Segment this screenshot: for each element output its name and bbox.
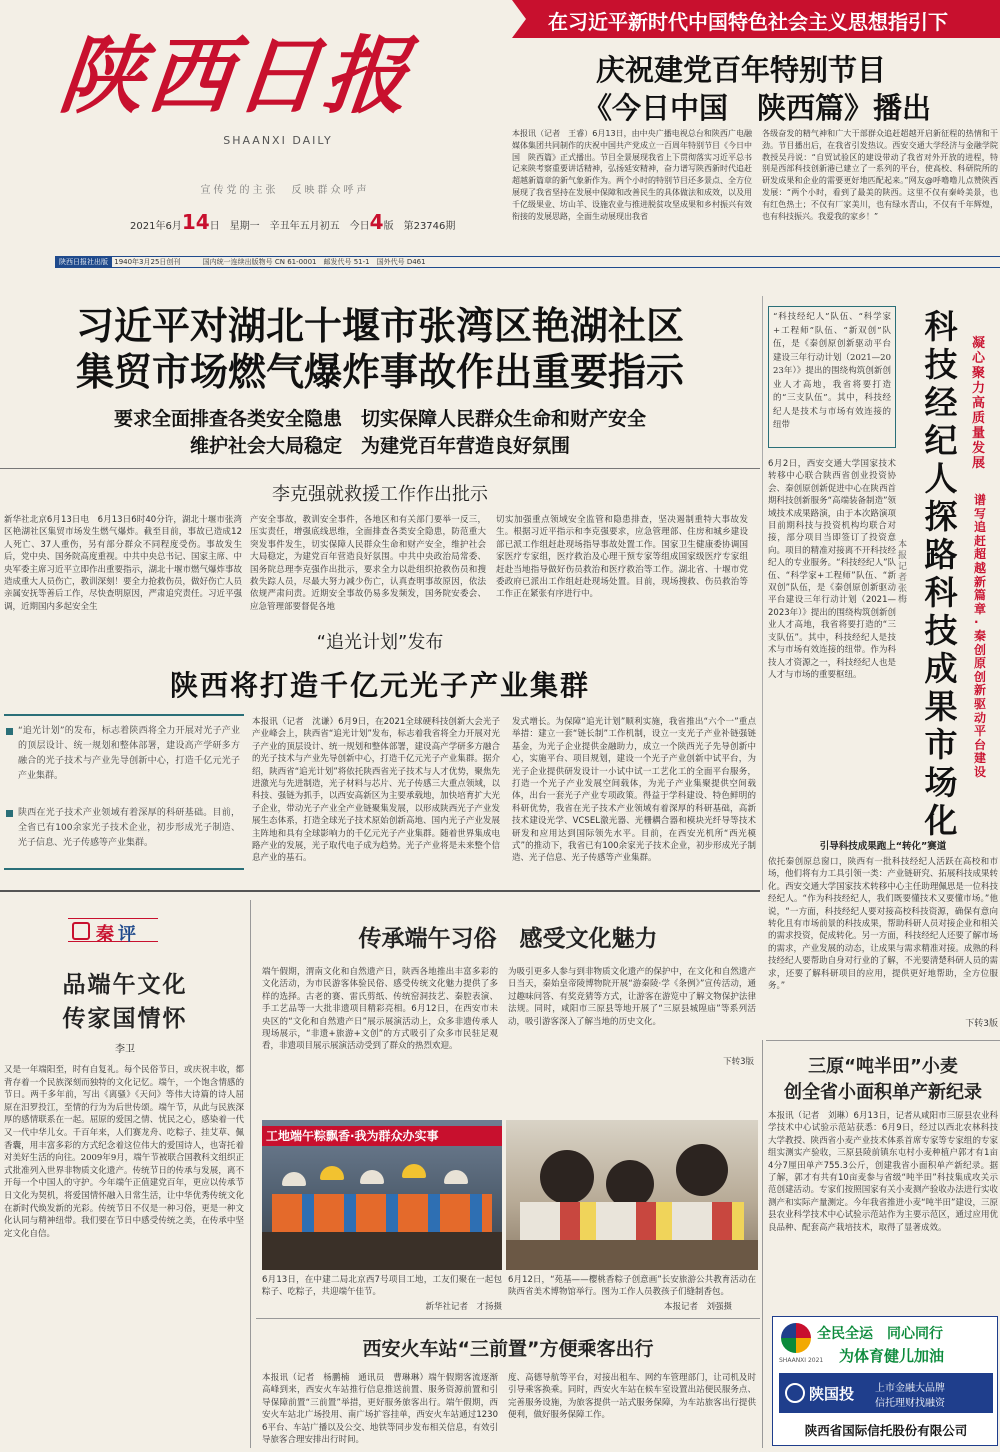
pages-num: 4 xyxy=(369,210,384,234)
commentary-title-1: 品端午文化 xyxy=(62,971,188,998)
date-suffix: 日 星期一 辛丑年五月初五 今日 xyxy=(209,221,370,232)
masthead xyxy=(0,0,1000,250)
top-story-body-1: 本报讯（记者 王睿）6月13日，由中央广播电视总台和陕西广电融媒体集团共同制作的庆祝中国共产党成立一百周年特别节目《今日中国 陕西篇》正式播出。节目全景展现我省上下贯彻落实习近平总书记来陕考察重要讲话精神，弘扬延安精神，奋力谱写陕西新时代追赶超越新篇章的新气象新作为。两个小时的特别节目还多景点、全方位展现了我省坚持在发展中保障和改善民生的具体做法和成效，以及用千亿级果业、坊山羊、设施农业与推进脱贫攻坚成果和乡村振兴有效衔接的发展思路，全面生动展现出我省 xyxy=(512,129,752,221)
science-title-char: 化 xyxy=(924,801,958,840)
dragon-body-col-2: 为吸引更多人参与到非物质文化遗产的保护中，在文化和自然遗产日当天，秦始皇帝陵博物院开展“游秦陵·学《条例》”宣传活动，通过趣味问答、有奖竞猜等方式，让游客在游览中了解文物保护法律法规。同时，咸阳市三原县等地开展了“三原县城隍庙”等系列活动，吸引游客深入了解当地的历史文化。 xyxy=(508,967,756,1027)
top-story-title-1: 庆祝建党百年特别节目 xyxy=(596,53,887,87)
wheat-divider xyxy=(766,1040,1000,1041)
dragon-continued: 下转3版 xyxy=(723,1057,754,1067)
science-title-char: 经 xyxy=(924,383,958,422)
masthead-logo: 陕西日报 xyxy=(54,26,418,125)
ad-block[interactable] xyxy=(772,1316,998,1446)
commentary-rule xyxy=(250,900,251,1448)
commentary-logo xyxy=(68,918,158,945)
commentary-logo-a: 秦 xyxy=(96,924,114,945)
science-body-a: 6月2日，西安交通大学国家技术转移中心联合陕西省创业投资协会、秦创原创新促进中心在陕西首期科技创新服务“高端装备制造”领域技术成果路演，由于本次路演项目前期科技与投资机构均联合对接，部分项目当即签订了投资意向。项目的精准对接离不开科技经纪人的专业服务。“科技经纪人”队伍、“科学家+工程师”队伍、“新双创”队伍，是《秦创原创新驱动平台建设三年行动计划（2021—2023年）》提出的围绕构筑创新创业人才高地，我省将要打造的“三支队伍”。其中，科技经纪人是技术与市场有效连接的纽带。作为科技人才资源之一，科技经纪人也是人才与市场的重要枢纽。 xyxy=(768,459,896,680)
zongzi-table xyxy=(262,1232,502,1270)
ad-brand-tag-2: 信托理财找融资 xyxy=(875,1398,945,1409)
ad-games-slogan: 为体育健儿加油 xyxy=(839,1347,945,1365)
science-title-char: 果 xyxy=(924,687,958,726)
child-figure xyxy=(676,1144,728,1196)
science-title-char: 科 xyxy=(924,573,958,612)
ad-brand: 陕国投 xyxy=(809,1385,855,1403)
photon-body-col-2: 发式增长。为保障“追光计划”顺利实施，我省推出“六个一”重点举措：建立一套“链长制”工作机制，设立一支光子产业补链强链基金，为光子企业提供金融助力，成立一个陕西光子先导创新中心，实施平台、项目规划，建设一个光子产业创新中试平台，为光子企业提供研发设计一小试中试一工艺化工的全面平台服务，打造一个光子产业发展空间载体，为光子产业集聚提供空间载体，出台一套光子产业专项政策。得益于学科建设、特色鲜明的科研优势，我省在光子技术产业领域有着深厚的科研基础，高新技术建设光学、VCSEL激光器、光栅耦合器和模块光纤导等技术研发和应用达到国际领先水平。目前，在西安光机所“西光模式”的推动下，我省已有100余家光子技术企业，初步形成光子制造、光子信息、光子传感等产业集群。 xyxy=(512,717,756,864)
dragon-body-col-1: 端午假期，渭南文化和自然遗产日，陕西各地推出丰富多彩的文化活动，为市民游客体验民俗、感受传统文化魅力提供了多样的选择。古老的赛、雷氏剪纸、传统窑洞技艺、秦腔表演、手工艺品等一大批非遗项目精彩亮相。6月12日，在西安市未央区的“文化和自然遗产日”展示展演活动上，众多非遗传承人现场展示，“非遗+旅游+文创”的方式吸引了众多市民驻足观看，非遗项目展示展演活动受到了群众的热烈欢迎。 xyxy=(262,967,498,1052)
ad-games-label: SHAANXI 2021 xyxy=(779,1357,824,1364)
worker-helmet-icon xyxy=(360,1170,384,1184)
photon-summary-1: “追光计划”的发布，标志着陕西将全力开展对光子产业的顶层设计、统一规划和整体部署，建设高产学研多方融合的光子技术与产业先导创新中心，打造千亿元光子产业集群。 xyxy=(18,726,240,781)
top-story-body-2: 各级奋发的精气神和广大干部群众追赶超越开启新征程的热情和干劲。节目播出后，在我省引发热议。西安交通大学经济与金融学院教授吴丹说：“自贸试验区的建设带动了我省对外开放的进程，特别是西部科技创新港已建立了一系列的平台，使高校、科研院所的研发成果和企业的需要更好地匹配起来。”网友@呼噜噜儿点赞陕西发展：“两个小时，看到了最美的陕西。这里不仅有秦岭美景，也有红色热土；不仅有厂家美川，也有绿水青山，不仅有千年辉煌，也有科技振兴。我爱我的家乡！” xyxy=(762,129,998,221)
craft-table xyxy=(506,1240,758,1270)
railway-body-col-1: 本报讯（记者 杨鹏楠 通讯员 曹琳琳）端午假期客流逐渐高峰到来，西安火车站推行信息推送前置、服务资源前置和引导保障前置“三前置”举措，更好服务旅客出行。端午假期，西安火车站北广场投用、南广场扩容挂单，西安火车站通过12306平台、车站广播以及公交、地铁等同步发布相关信息，有效引导旅客合理安排出行时间。 xyxy=(262,1373,498,1446)
child-figure xyxy=(540,1150,594,1204)
science-title-char: 纪 xyxy=(924,421,958,460)
info-bar xyxy=(55,256,1000,268)
date-prefix: 2021年6月 xyxy=(130,221,182,232)
photo-banner-sign xyxy=(262,1126,502,1146)
photo-caption-2: 6月12日，“苑基——樱桃香粽子创意画”长安旅游公共教育活动在陕西省美术博物馆举行。图为工作人员教孩子们缝制香包。 xyxy=(508,1275,756,1298)
lead-body-col-2: 产安全事故，教训安全事件，各地区和有关部门要举一反三，压实责任，增强底线思维，全面排查各类安全隐患，防范重大突发事件发生，切实保障人民群众生命和财产安全，维护社会大局稳定，为建党百年营造良好氛围。中共中央政治局常委、国务院总理李克强作出批示，要求全力以赴组织抢救伤员和搜救失踪人员，尽最大努力减少伤亡，认真查明事故原因，依法依规严肃问责。近期安全事故仍易多发频发，国务院安委会、应急管理部要督促各地 xyxy=(250,515,486,612)
photo-caption-1: 6月13日，在中建二局北京西7号项目工地，工友们聚在一起包粽子、吃粽子，共迎端午佳节。 xyxy=(262,1275,502,1298)
masthead-logo-en: SHAANXI DAILY xyxy=(223,134,333,147)
science-intro-box xyxy=(768,306,896,448)
summary-bullet-icon xyxy=(6,810,13,817)
series-banner-text: 在习近平新时代中国特色社会主义思想指引下 xyxy=(548,10,948,34)
wheat-body: 本报讯（记者 刘琳）6月13日，记者从咸阳市三原县农业科学技术中心试验示范站获悉：6月9日，经过以西北农林科技大学教授、陕西省小麦产业技术体系首席专家等专家组的专家组实测实产验收，三原县陵前镇东屯村小麦种植户郭才有1亩4分7厘田单产755.3公斤，创建我省小面积单产新纪录。据了解，郭才有共有10亩麦参与省级“吨半田”科技集成攻关示范创建活动。专家们按照国家有关小麦测产验收办法进行实收测产和实际产量测定。今年我省推进小麦“吨半田”建设，三原县农业科学技术中心试验示范站作为主要示范区，通过应用优良品种、配套高产栽培技术，取得了显著成效。 xyxy=(768,1111,998,1233)
photon-headline: 陕西将打造千亿元光子产业集群 xyxy=(169,669,590,702)
ad-brand-tag-1: 上市金融大品牌 xyxy=(875,1383,945,1394)
lead-subhead-3: 李克强就救援工作作出批示 xyxy=(272,484,488,505)
banner-arrow-icon xyxy=(512,0,526,38)
photon-body-col-1: 本报讯（记者 沈谦）6月9日，在2021全球硬科技创新大会光子产业峰会上，陕西省“追光计划”发布，标志着我省将全力开展对光子产业的顶层设计、统一规划和整体部署，建设高产学研多方融合的光子技术与产业先导创新中心，打造千亿元光子产业集群。据介绍，陕西省“追光计划”将依托陕西省光子技术与人才优势，聚焦先进激光与先进制造，光子材料与芯片、光子传感三大重点领域，以科技、强链为抓手，以西安高新区为主要承载地，加快培育扩大光子企业，带动光子产业全产业链聚集发展，以形成陕西光子产业发展生态体系，打造全球光子技术原始创新高地、国内光子产业发展主阵地和具有全球影响力的千亿元光子产业集群。随着世界集成电路产业的发展，光子取代电子成为趋势。光子产业将是未来整个信息产业的基石。 xyxy=(252,717,500,864)
ad-brand-bar xyxy=(779,1373,993,1413)
brand-logo-icon xyxy=(785,1383,805,1403)
ad-company: 陕西省国际信托股份有限公司 xyxy=(804,1423,968,1438)
info-cn: 国内统一连续出版物号 CN 61-0001 邮发代号 51-1 国外代号 D461 xyxy=(202,258,426,266)
science-series-1: 凝心聚力高质量发展 xyxy=(972,336,986,471)
top-story-title-2: 《今日中国 陕西篇》播出 xyxy=(583,91,932,125)
worker-vests xyxy=(272,1194,492,1234)
photon-summary-2: 陕西在光子技术产业领域有着深厚的科研基础。目前，全省已有100余家光子技术企业，初步形成光子制造、光子信息、光子传感等产业集群。 xyxy=(18,808,240,848)
date-day: 14 xyxy=(181,210,210,234)
wheat-headline-1: 三原“吨半田”小麦 xyxy=(808,1056,958,1077)
science-series-2: 谱写追赶超越新篇章·秦创原创新驱动平台建设 xyxy=(974,493,987,779)
photo-credit-1: 新华社记者 才扬摄 xyxy=(425,1302,502,1312)
commentary-title-2: 传家国情怀 xyxy=(62,1005,188,1032)
science-title-char: 科 xyxy=(924,307,958,346)
children-sachet-photo xyxy=(506,1120,758,1270)
lead-headline-2: 集贸市场燃气爆炸事故作出重要指示 xyxy=(75,350,684,394)
series-banner xyxy=(512,0,1000,38)
date-line xyxy=(130,210,490,234)
science-title-char: 场 xyxy=(924,763,958,802)
worker-helmet-icon xyxy=(444,1170,468,1184)
info-publisher: 陕西日报社出版 xyxy=(55,257,112,267)
science-byline: 本报记者 张梅 xyxy=(898,540,917,605)
science-title-char: 技 xyxy=(924,345,958,384)
games-emblem-icon xyxy=(781,1323,811,1353)
science-title-char: 成 xyxy=(924,649,958,688)
science-continued: 下转3版 xyxy=(965,1019,998,1029)
science-intro-text: “科技经纪人”队伍、“科学家+工程师”队伍、“新双创”队伍，是《秦创原创新驱动平台建设三年行动计划（2021—2023年）》提出的围绕构筑创新创业人才高地，我省将要打造的“三支队伍”。其中，科技经纪人是技术与市场有效连接的纽带 xyxy=(773,312,891,430)
science-body-b: 依托秦创原总窗口，陕西有一批科技经纪人活跃在高校和市场，他们将有力工具引领一类：产业链研究、拓展科技成果转化。西安交通大学国家技术转移中心主任助理佩思是一位科技经纪人。“作为科技经纪人，我们既要懂技术又要懂市场。”他说，“一方面，科技经纪人要对接高校科技资源，确保有意向转化且有市场前景的科技成果，帮助科研人员对接企业和相关的需求投资，促成转化。另一方面，科技经纪人还要了解市场的需求，产业发展的动态，让成果与需求精准对接。成熟的科技经纪人要帮助自身对行业的了解，不光要清楚科研人员的需求，还要了解科研项目的应用，提供更好地帮助，全方位服务。” xyxy=(768,857,998,992)
dragon-headline: 传承端午习俗 感受文化魅力 xyxy=(358,926,658,952)
ad-slogan: 全民全运 同心同行 xyxy=(817,1326,943,1342)
summary-bullet-icon xyxy=(6,728,13,735)
photo-credit-2: 本报记者 刘强摄 xyxy=(663,1302,732,1312)
worker-helmet-icon xyxy=(402,1164,426,1178)
pages-suffix: 版 第23746期 xyxy=(383,221,456,232)
science-title-char: 人 xyxy=(924,459,958,498)
info-founded: 1940年3月25日创刊 xyxy=(114,258,181,266)
photon-kicker: “追光计划”发布 xyxy=(316,632,444,653)
railway-body-col-2: 度、高德导航等平台，对接出租车、网约车管理部门，让司机及时引导乘客换乘。同时，西安火车站在候车室设置出站便民服务点、完善服务设施，为旅客提供一站式服务保障，为车站旅客出行提供便利，做好服务保障工作。 xyxy=(508,1373,756,1421)
science-subhead: 引导科技成果跑上“转化”赛道 xyxy=(819,841,947,852)
commentary-logo-b: 评 xyxy=(118,924,136,945)
railway-headline: 西安火车站“三前置”方便乘客出行 xyxy=(362,1338,654,1360)
section-divider xyxy=(0,890,760,892)
child-figure xyxy=(606,1160,654,1208)
science-title xyxy=(918,308,964,840)
photon-summary-box xyxy=(4,714,244,870)
right-column-rule xyxy=(762,296,763,890)
railway-divider xyxy=(256,1318,760,1319)
commentary-author: 李卫 xyxy=(115,1044,135,1055)
worker-helmet-icon xyxy=(320,1166,344,1180)
lead-divider xyxy=(0,468,760,469)
commentary-logo-icon xyxy=(72,922,90,940)
right-lower-rule xyxy=(762,1040,763,1448)
science-title-char: 探 xyxy=(924,497,958,536)
science-title-char: 路 xyxy=(924,535,958,574)
lead-headline-1: 习近平对湖北十堰市张湾区艳湖社区 xyxy=(75,304,684,348)
science-title-char: 技 xyxy=(924,611,958,650)
lead-body-col-1: 新华社北京6月13日电 6月13日6时40分许，湖北十堰市张湾区艳湖社区集贸市场发生燃气爆炸。截至目前，事故已造成12人死亡、37人重伤，另有部分群众不同程度受伤。事故发生后，党中央、国务院高度重视。中共中央总书记、国家主席、中央军委主席习近平立即作出重要指示，湖北十堰市燃气爆炸事故造成重大人员伤亡，教训深刻！要全力抢救伤员，做好伤亡人员亲属安抚等善后工作，尽快查明原因，严肃追究责任。习近平强调，近期国内多起安全生 xyxy=(4,515,243,612)
wheat-headline-2: 创全省小面积单产新纪录 xyxy=(784,1082,982,1103)
science-title-char: 市 xyxy=(924,725,958,764)
child-clothing xyxy=(520,1202,744,1242)
worker-helmet-icon xyxy=(282,1172,306,1186)
construction-site-photo xyxy=(262,1120,502,1270)
commentary-body: 又是一年端阳至，时有自复礼。每个民俗节日，或庆祝丰收，都背存着一个民族深刻而独特的文化记忆。端午，一个饱含情感的节日。两千多年前，写出《离骚》《天问》等伟大诗篇的诗人屈原在汨罗投江，至情的行为为后世传颂。端午节，从此与民族深厚的感情联系在一起。屈原的爱国之情、忧民之心，感染着一代又一代中华儿女。千百年来，人们赛龙舟、吃粽子、挂艾草、佩香囊，用丰富多彩的方式纪念着这位伟大的爱国诗人，也寄托着对美好生活的向往。2009年9月，端午节被联合国教科文组织正式批准列入世界非物质文化遗产。传统节日的传承与发展，离不开每一个中国人的守护。今年端午正值建党百年，更应以传承节日文化为契机，将爱国情怀融入日常生活，让中华优秀传统文化在新时代焕发新的光彩。传统节日不仅是一种习俗，更是一种文化认同与精神纽带。我们要在节日中感受传统之美，在传承中坚定文化自信。 xyxy=(4,1065,244,1239)
masthead-slogan: 宣传党的主张 反映群众呼声 xyxy=(200,185,370,196)
lead-subhead-1: 要求全面排查各类安全隐患 切实保障人民群众生命和财产安全 xyxy=(113,408,646,430)
lead-subhead-2: 维护社会大局稳定 为建党百年营造良好氛围 xyxy=(189,435,570,457)
photo-banner-text: 工地端午粽飘香·我为群众办实事 xyxy=(266,1129,439,1143)
lead-body-col-3: 切实加强重点领域安全监管和隐患排查，坚决遏制重特大事故发生。根据习近平指示和李克强要求，应急管理部、住房和城乡建设部已派工作组赶赴现场指导事故处置工作。国家卫生健康委协调国家医疗专家组，医疗救治及心理干预专家等组成国家级医疗专家组赶赴当地指导做好伤员救治和医疗救治等工作。湖北省、十堰市党委政府已派出工作组赶赴现场处置。目前，现场搜救、伤员救治等工作正在紧张有序进行中。 xyxy=(496,515,748,600)
